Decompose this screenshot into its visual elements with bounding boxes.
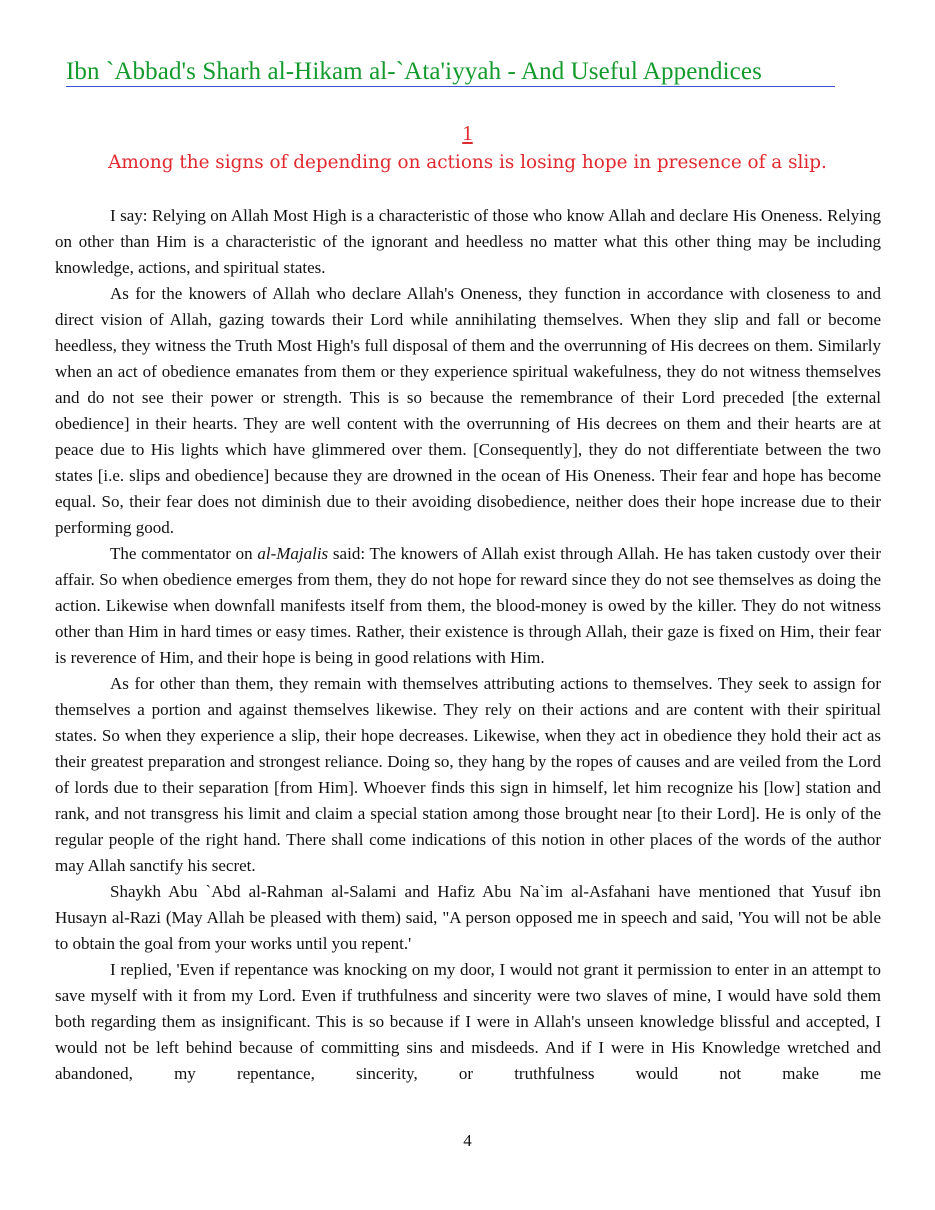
paragraph: I say: Relying on Allah Most High is a characteristic of those who know Allah and declare His Oneness. Relying on other than Him is a characteristic of the ignorant and heedless no matter what this other thing may be including knowledge, actions, and spiritual states. [55, 206, 881, 277]
paragraph: As for other than them, they remain with themselves attributing actions to themselves. They seek to assign for themselves a portion and against themselves likewise. They rely on their actions and are content with their spiritual states. So when they experience a slip, their hope decreases. Likewise, when they act in obedience they hold their act as their greatest preparation and strongest reliance. Doing so, they hang by the ropes of causes and are veiled from the Lord of lords due to their separation [from Him]. Whoever finds this sign in himself, let him recognize his [low] station and rank, and not transgress his limit and claim a special station among those brought near [to their Lord]. He is only of the regular people of the right hand. There shall come indications of this notion in other places of the words of the author may Allah sanctify his secret. [55, 674, 881, 875]
chapter-number: 1 [462, 121, 473, 145]
book-reference: al-Majalis [257, 544, 329, 563]
commentary-body [55, 203, 881, 1087]
aphorism-heading: Among the signs of depending on actions is losing hope in presence of a slip. [108, 152, 827, 173]
paragraph [55, 541, 881, 671]
paragraph: I replied, 'Even if repentance was knocking on my door, I would not grant it permission to enter in an attempt to save myself with it from my Lord. Even if truthfulness and sincerity were two slaves of mine, I would have sold them both regarding them as insignificant. This is so because if I were in Allah's unseen knowledge blissful and accepted, I would not be left behind because of committing sins and misdeeds. And if I were in His Knowledge wretched and abandoned, my repentance, sincerity, or truthfulness would not make me [55, 960, 881, 1083]
paragraph-text: The commentator on [110, 544, 258, 563]
page-number: 4 [463, 1131, 472, 1150]
paragraph: Shaykh Abu `Abd al-Rahman al-Salami and Hafiz Abu Na`im al-Asfahani have mentioned that Yusuf ibn Husayn al-Razi (May Allah be pleased with them) said, "A person opposed me in speech and said, 'You will not be able to obtain the goal from your works until you repent.' [55, 882, 881, 953]
paragraph-text: said: The knowers of Allah exist through Allah. He has taken custody over their affair. So when obedience emerges from them, they do not hope for reward since they do not see themselves as doing the action. Likewise when downfall manifests itself from them, the blood-money is owed by the killer. They do not witness other than Him in hard times or easy times. Rather, their existence is through Allah, their gaze is fixed on Him, their fear is reverence of Him, and their hope is being in good relations with Him. [55, 544, 881, 667]
paragraph: As for the knowers of Allah who declare Allah's Oneness, they function in accordance with closeness to and direct vision of Allah, gazing towards their Lord while annihilating themselves. When they slip and fall or become heedless, they witness the Truth Most High's full disposal of them and the overrunning of His decrees on them. Similarly when an act of obedience emanates from them or they experience spiritual wakefulness, they do not witness themselves and do not see their power or strength. This is so because the remembrance of their Lord preceded [the external obedience] in their hearts. They are well content with the overrunning of His decrees on them and their hearts are at peace due to His lights which have glimmered over them. [Consequently], they do not differentiate between the two states [i.e. slips and obedience] because they are drowned in the ocean of His Oneness. Their fear and hope has become equal. So, their fear does not diminish due to their avoiding disobedience, neither does their hope increase due to their performing good. [55, 284, 881, 537]
book-title: Ibn `Abbad's Sharh al-Hikam al-`Ata'iyyah - And Useful Appendices [66, 58, 762, 85]
title-underline [66, 86, 835, 87]
